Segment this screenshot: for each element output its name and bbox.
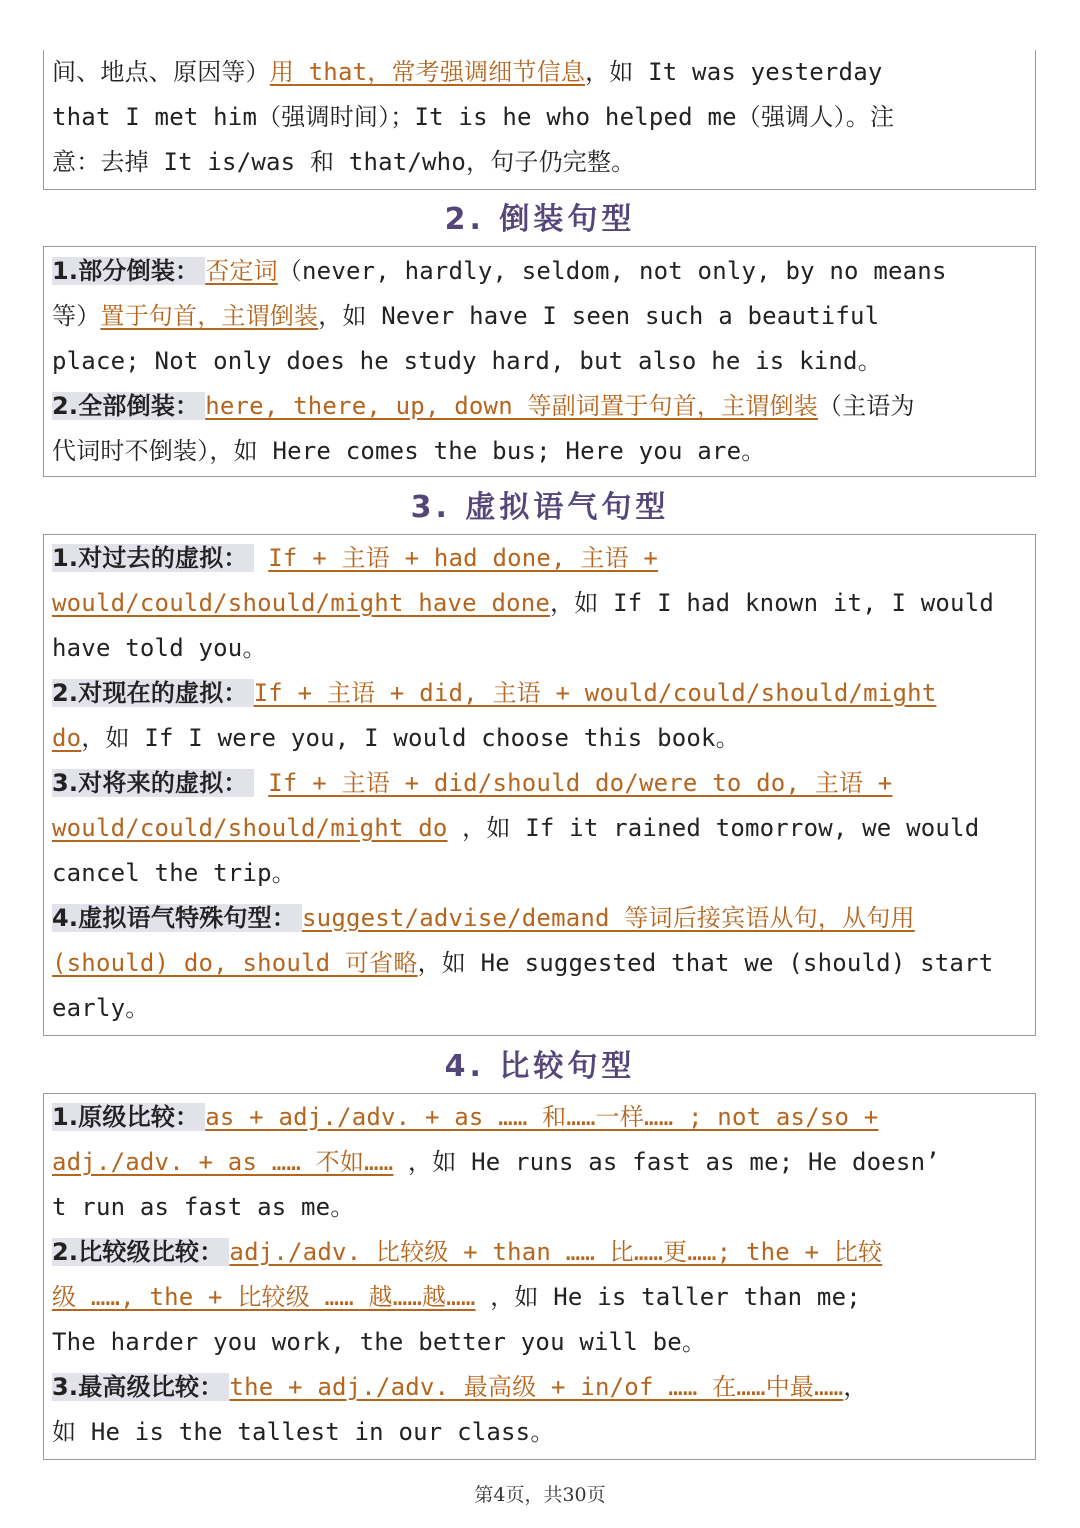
text-line: that I met him（强调时间）；It is he who helped me（强调人）。注 <box>52 103 895 131</box>
text: ，如 He runs as fast as me; He doesn’ <box>393 1148 940 1176</box>
text: ，如 He is taller than me; <box>475 1283 861 1311</box>
underlined-text: (should) do, should 可省略 <box>52 949 418 977</box>
section-box <box>43 534 1036 1036</box>
section-box <box>43 246 1036 477</box>
text-line <box>52 761 1027 806</box>
underlined-text: would/could/should/might have done <box>52 589 551 617</box>
item-label: 1.部分倒装： <box>52 257 205 285</box>
underlined-text: here, there, up, down 等副词置于句首，主谓倒装 <box>205 392 818 420</box>
text-line: cancel the trip。 <box>52 859 296 887</box>
text-line: The harder you work, the better you will be。 <box>52 1328 707 1356</box>
text: ，如 It was yesterday <box>585 58 883 86</box>
text-line <box>52 896 1027 941</box>
item-label: 2.对现在的虚拟： <box>52 679 254 707</box>
continued-block <box>43 50 1036 190</box>
text: ，如 He suggested that we (should) start <box>417 949 994 977</box>
underlined-text: adj./adv. 比较级 + than …… 比……更……; the + 比较 <box>229 1238 883 1266</box>
underlined-text: 否定词 <box>205 257 278 285</box>
item-label: 2.比较级比较： <box>52 1238 229 1266</box>
text-line <box>52 671 1027 716</box>
text: 等） <box>52 302 101 330</box>
text-line <box>52 1095 1027 1140</box>
section-title: 4. 比较句型 <box>444 1049 636 1084</box>
underlined-text: suggest/advise/demand 等词后接宾语从句，从句用 <box>302 904 915 932</box>
underlined-text: adj./adv. + as …… 不如…… <box>52 1148 394 1176</box>
text: ，如 Never have I seen such a beautiful <box>318 302 880 330</box>
text-line: early。 <box>52 994 150 1022</box>
underlined-text: 级 ……, the + 比较级 …… 越……越…… <box>52 1283 476 1311</box>
text-line <box>52 806 1027 851</box>
underlined-text: 用 that，常考强调细节信息 <box>269 58 586 86</box>
underlined-text: If + 主语 + had done, 主语 + <box>268 544 659 572</box>
underlined-text: as + adj./adv. + as …… 和……一样…… ; not as/so + <box>205 1103 879 1131</box>
text-line <box>52 581 1027 626</box>
text-line <box>52 716 1027 761</box>
item-label: 1.对过去的虚拟： <box>52 544 254 572</box>
text-line: 如 He is the tallest in our class。 <box>52 1418 555 1446</box>
text-line <box>52 1230 1027 1275</box>
underlined-text: do <box>52 724 82 752</box>
page-number: 第4页，共30页 <box>474 1484 606 1506</box>
section-box <box>43 1093 1036 1460</box>
text: 间、地点、原因等） <box>52 58 270 86</box>
text-line: 意：去掉 It is/was 和 that/who，句子仍完整。 <box>52 148 636 176</box>
text-line <box>52 50 1027 95</box>
text-line: 代词时不倒装），如 Here comes the bus; Here you are。 <box>52 437 766 465</box>
text-line: t run as fast as me。 <box>52 1193 355 1221</box>
section-title: 2. 倒装句型 <box>444 202 636 237</box>
text: ，如 If it rained tomorrow, we would <box>447 814 980 842</box>
underlined-text: If + 主语 + did/should do/were to do, 主语 + <box>268 769 893 797</box>
section-title: 3. 虚拟语气句型 <box>410 490 670 525</box>
text: ，如 If I had known it, I would <box>550 589 995 617</box>
text: ， <box>843 1373 868 1401</box>
text-line <box>52 941 1027 986</box>
text-line <box>52 249 1027 294</box>
underlined-text: 置于句首，主谓倒装 <box>100 302 319 330</box>
text: （主语为 <box>817 392 915 420</box>
text-line: have told you。 <box>52 634 267 662</box>
text: （never, hardly, seldom, not only, by no means <box>277 257 947 285</box>
item-label: 3.最高级比较： <box>52 1373 229 1401</box>
text-line <box>52 384 1027 429</box>
underlined-text: If + 主语 + did, 主语 + would/could/should/might <box>253 679 937 707</box>
text-line <box>52 1140 1027 1185</box>
item-label: 4.虚拟语气特殊句型： <box>52 904 302 932</box>
item-label: 1.原级比较： <box>52 1103 205 1131</box>
text-line <box>52 536 1027 581</box>
underlined-text: the + adj./adv. 最高级 + in/of …… 在……中最…… <box>229 1373 844 1401</box>
underlined-text: would/could/should/might do <box>52 814 448 842</box>
text-line <box>52 1275 1027 1320</box>
text-line <box>52 1365 1027 1410</box>
item-label: 3.对将来的虚拟： <box>52 769 254 797</box>
text-line: place; Not only does he study hard, but also he is kind。 <box>52 347 882 375</box>
text: ，如 If I were you, I would choose this book。 <box>81 724 740 752</box>
item-label: 2.全部倒装： <box>52 392 205 420</box>
text-line <box>52 294 1027 339</box>
